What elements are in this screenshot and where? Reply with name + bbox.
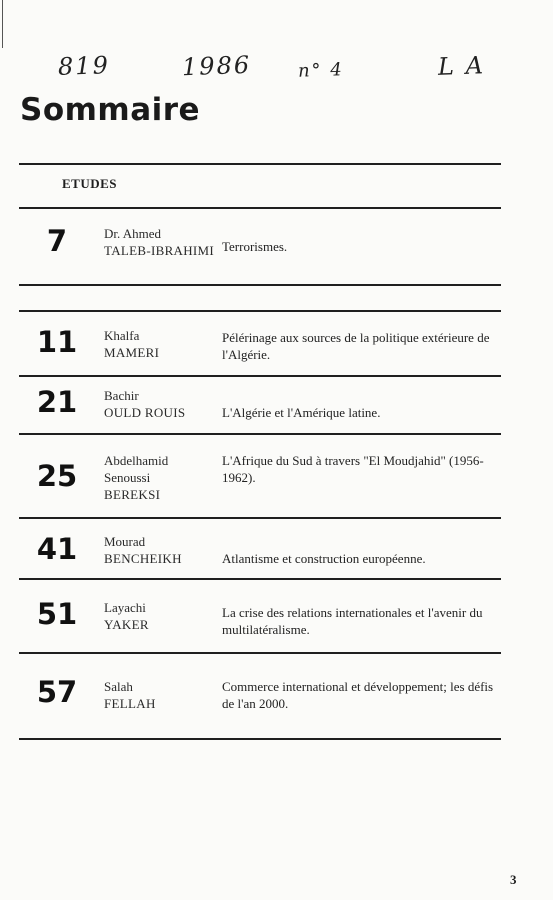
entry-author (104, 533, 182, 567)
entry-author (104, 452, 168, 503)
page-number: 3 (510, 872, 517, 887)
entry-page-number: 41 (36, 532, 78, 566)
entry-author (104, 387, 185, 421)
author-first: Bachir (104, 388, 139, 403)
entry-title: L'Afrique du Sud à travers "El Moudjahid" (1956-1962). (222, 453, 484, 485)
entry-author (104, 599, 149, 633)
entry-page-number: 7 (46, 224, 68, 258)
entry-author (104, 225, 214, 259)
author-last: TALEB-IBRAHIMI (104, 243, 215, 258)
entry-author (104, 678, 156, 712)
handwritten-issue: n° 4 (297, 59, 345, 82)
author-last: BEREKSI (104, 487, 161, 502)
author-first: Layachi (104, 600, 146, 615)
handwritten-code: 819 (57, 51, 111, 81)
divider (19, 517, 501, 519)
entry-author (104, 327, 159, 361)
handwritten-mark: L A (437, 51, 486, 81)
author-first: Khalfa (104, 328, 140, 343)
author-last: OULD ROUIS (104, 405, 186, 420)
entry-title: Atlantisme et construction européenne. (222, 551, 426, 566)
author-first: Dr. Ahmed (104, 226, 162, 241)
handwritten-year: 1986 (181, 50, 252, 82)
entry-page-number: 57 (36, 675, 78, 709)
divider (19, 284, 501, 286)
entry-title: L'Algérie et l'Amérique latine. (222, 405, 381, 420)
divider (19, 652, 501, 654)
entry-page-number: 11 (36, 325, 78, 359)
entry-page-number: 25 (36, 459, 78, 493)
divider (19, 310, 501, 312)
author-last: MAMERI (104, 345, 160, 360)
author-middle: Senoussi (104, 470, 151, 485)
author-first: Abdelhamid (104, 453, 169, 468)
entry-page-number: 51 (36, 597, 78, 631)
divider (19, 375, 501, 377)
entry-title: Terrorismes. (222, 239, 288, 254)
entry-title: La crise des relations internationales et l'avenir du multilatéralisme. (222, 605, 483, 637)
divider (19, 578, 501, 580)
margin-mark (2, 0, 3, 48)
entry-title: Pélérinage aux sources de la politique extérieure de l'Algérie. (222, 330, 490, 362)
entry-title: Commerce international et développement; les défis de l'an 2000. (222, 679, 494, 711)
author-last: FELLAH (104, 696, 156, 711)
divider (19, 433, 501, 435)
author-first: Salah (104, 679, 133, 694)
author-last: YAKER (104, 617, 149, 632)
divider (19, 207, 501, 209)
entry-page-number: 21 (36, 385, 78, 419)
divider (19, 738, 501, 740)
author-last: BENCHEIKH (104, 551, 182, 566)
page-title: Sommaire (20, 92, 201, 128)
author-first: Mourad (104, 534, 146, 549)
divider (19, 163, 501, 165)
section-label: ETUDES (62, 176, 118, 191)
